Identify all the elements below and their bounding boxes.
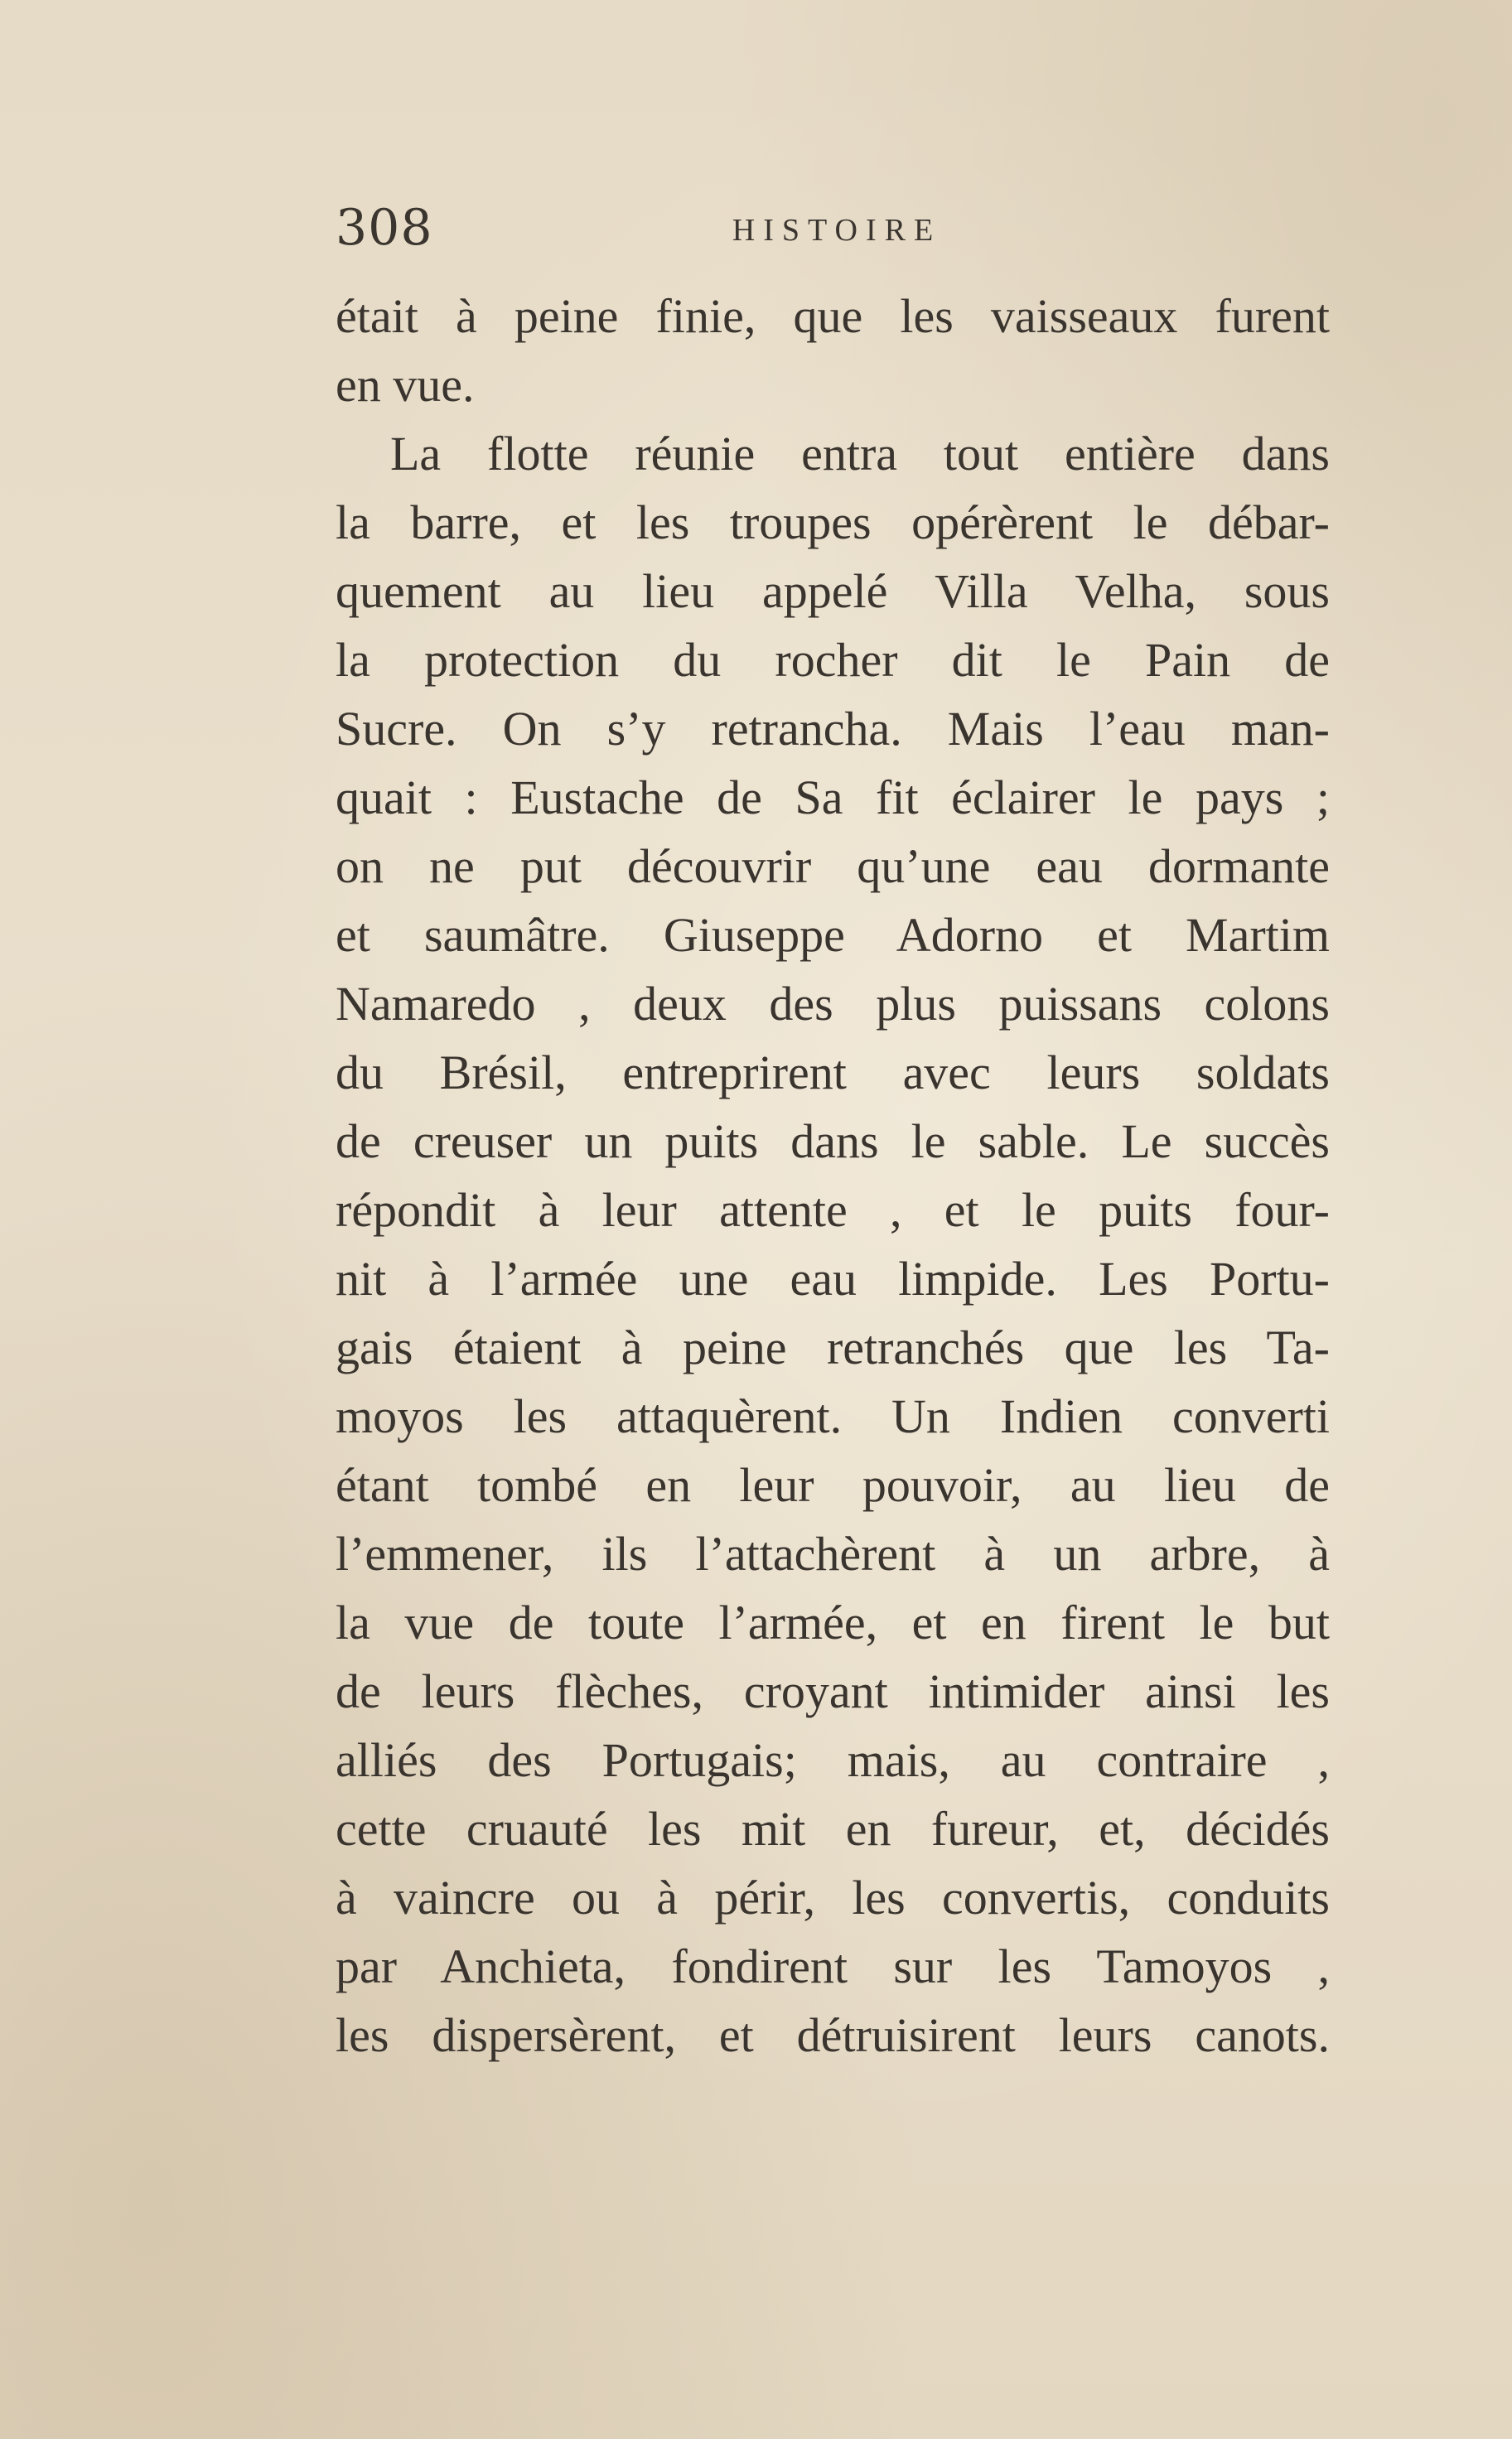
text-line: de leurs flèches, croyant intimider ainsi les [336,1664,1330,1718]
page-number: 308 [336,199,433,257]
text-line: à vaincre ou à périr, les convertis, conduits [336,1871,1330,1925]
text-line: nit à l’armée une eau limpide. Les Portu- [336,1252,1330,1306]
text-line: quement au lieu appelé Villa Velha, sous [336,564,1330,618]
text-line: du Brésil, entreprirent avec leurs soldats [336,1046,1330,1099]
text-line: alliés des Portugais; mais, au contraire , [336,1733,1330,1787]
text-line: la barre, et les troupes opérèrent le débar- [336,495,1330,549]
text-line: La flotte réunie entra tout entière dans [390,427,1330,481]
text-line: en vue. [336,358,475,412]
text-line: quait : Eustache de Sa fit éclairer le pays ; [336,770,1330,824]
text-line: Namaredo , deux des plus puissans colons [336,977,1330,1031]
running-title: HISTOIRE [732,213,942,248]
text-line: on ne put découvrir qu’une eau dormante [336,839,1330,893]
text-line: cette cruauté les mit en fureur, et, décidés [336,1802,1330,1856]
text-line: Sucre. On s’y retrancha. Mais l’eau man- [336,702,1330,756]
text-line: la protection du rocher dit le Pain de [336,633,1330,687]
text-line: la vue de toute l’armée, et en firent le but [336,1596,1330,1649]
text-line: était à peine finie, que les vaisseaux furent [336,289,1330,343]
running-head [336,199,1338,265]
text-line: de creuser un puits dans le sable. Le succès [336,1114,1330,1168]
body-text [336,282,1330,2070]
text-line: gais étaient à peine retranchés que les Ta- [336,1321,1330,1374]
text-line: moyos les attaquèrent. Un Indien converti [336,1389,1330,1443]
text-line: répondit à leur attente , et le puits four- [336,1183,1330,1237]
text-line: et saumâtre. Giuseppe Adorno et Martim [336,908,1330,962]
text-line: les dispersèrent, et détruisirent leurs canots. [336,2008,1330,2062]
text-line: l’emmener, ils l’attachèrent à un arbre, à [336,1527,1330,1581]
text-line: par Anchieta, fondirent sur les Tamoyos , [336,1939,1330,1993]
text-line: étant tombé en leur pouvoir, au lieu de [336,1458,1330,1512]
